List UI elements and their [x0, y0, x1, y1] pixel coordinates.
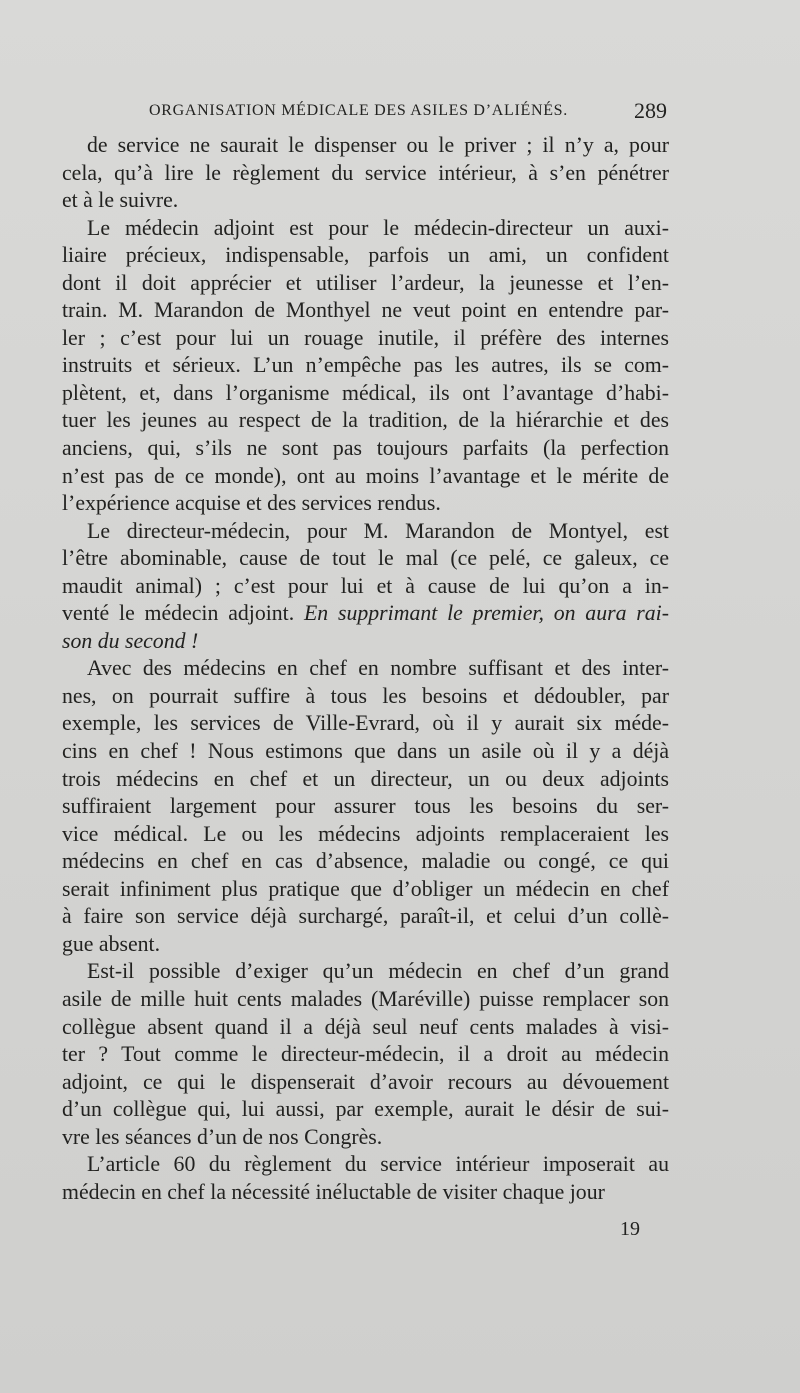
text-line-roman: serait infiniment plus pratique que d’obliger un médecin en chef	[62, 876, 669, 901]
running-title: ORGANISATION MÉDICALE DES ASILES D’ALIÉNÉS.	[149, 102, 568, 119]
text-line-roman: et à le suivre.	[62, 188, 179, 213]
text-line-roman: plètent, et, dans l’organisme médical, ils ont l’avantage d’habi-	[62, 380, 669, 405]
text-line	[62, 297, 669, 325]
text-line	[62, 793, 669, 821]
text-line	[62, 1179, 669, 1207]
text-line-roman: ter ? Tout comme le directeur-médecin, il a droit au médecin	[62, 1042, 669, 1067]
text-line-roman: instruits et sérieux. L’un n’empêche pas les autres, ils se com-	[62, 353, 669, 378]
text-line	[62, 738, 669, 766]
text-line-roman: médecins en chef en cas d’absence, maladie ou congé, ce qui	[62, 849, 669, 874]
text-line-roman: à faire son service déjà surchargé, paraît-il, et celui d’un collè-	[62, 904, 669, 929]
text-line-roman: nes, on pourrait suffire à tous les besoins et dédoubler, par	[62, 683, 669, 708]
text-line-roman: l’expérience acquise et des services rendus.	[62, 491, 441, 516]
text-line-roman: maudit animal) ; c’est pour lui et à cause de lui qu’on a in-	[62, 573, 669, 598]
text-line-roman: l’être abominable, cause de tout le mal (ce pelé, ce galeux, ce	[62, 546, 669, 571]
text-line-roman: vice médical. Le ou les médecins adjoints remplaceraient les	[62, 821, 669, 846]
text-line	[62, 1069, 669, 1097]
text-line	[62, 683, 669, 711]
text-line-roman: dont il doit apprécier et utiliser l’ardeur, la jeunesse et l’en-	[62, 270, 669, 295]
text-line-roman: collègue absent quand il a déjà seul neuf cents malades à visi-	[62, 1014, 669, 1039]
text-line-roman: vre les séances d’un de nos Congrès.	[62, 1124, 383, 1149]
text-line-italic: son du second !	[62, 628, 199, 653]
text-line-roman: Le médecin adjoint est pour le médecin-directeur un auxi-	[87, 215, 669, 240]
text-line-roman: cela, qu’à lire le règlement du service intérieur, à s’en pénétrer	[62, 160, 669, 185]
text-line	[62, 710, 669, 738]
text-line-roman: trois médecins en chef et un directeur, un ou deux adjoints	[62, 766, 669, 791]
text-line	[62, 958, 669, 986]
text-line	[62, 876, 669, 904]
text-line-roman: n’est pas de ce monde), ont au moins l’avantage et le mérite de	[62, 463, 669, 488]
text-line-roman: anciens, qui, s’ils ne sont pas toujours parfaits (la perfection	[62, 436, 669, 461]
text-line-roman: d’un collègue qui, lui aussi, par exemple, aurait le désir de sui-	[62, 1097, 669, 1122]
text-line	[62, 1096, 669, 1124]
text-line	[62, 132, 669, 160]
text-line	[62, 187, 669, 215]
text-line-roman: gue absent.	[62, 931, 161, 956]
text-line-roman: cins en chef ! Nous estimons que dans un asile où il y a déjà	[62, 739, 669, 764]
text-line-roman: liaire précieux, indispensable, parfois un ami, un confident	[62, 243, 669, 268]
text-line	[62, 1041, 669, 1069]
text-line-roman: venté le médecin adjoint.	[62, 601, 304, 626]
text-line	[62, 407, 669, 435]
text-line	[62, 270, 669, 298]
text-line	[62, 463, 669, 491]
text-line-italic: En supprimant le premier, on aura rai-	[303, 601, 669, 626]
text-line	[62, 986, 669, 1014]
text-line	[62, 160, 669, 188]
text-line	[62, 903, 669, 931]
text-line	[62, 1124, 669, 1152]
text-line	[62, 380, 669, 408]
text-line-roman: suffiraient largement pour assurer tous les besoins du ser-	[62, 794, 669, 819]
body-text	[62, 132, 669, 1206]
text-line-roman: asile de mille huit cents malades (Maréville) puisse remplacer son	[62, 986, 669, 1011]
text-line	[62, 628, 669, 656]
text-line	[62, 655, 669, 683]
text-line	[62, 545, 669, 573]
text-line-roman: Avec des médecins en chef en nombre suffisant et des inter-	[87, 656, 669, 681]
text-line	[62, 518, 669, 546]
text-line	[62, 848, 669, 876]
text-line	[62, 821, 669, 849]
text-line	[62, 1151, 669, 1179]
text-line	[62, 242, 669, 270]
signature-mark: 19	[620, 1218, 640, 1240]
text-line	[62, 1014, 669, 1042]
text-line-roman: train. M. Marandon de Monthyel ne veut point en entendre par-	[62, 298, 669, 323]
text-line-roman: Le directeur-médecin, pour M. Marandon de Montyel, est	[87, 518, 669, 543]
text-line-roman: exemple, les services de Ville-Evrard, où il y aurait six méde-	[62, 711, 669, 736]
text-line	[62, 325, 669, 353]
text-line	[62, 215, 669, 243]
page-number: 289	[634, 98, 667, 123]
text-line-roman: tuer les jeunes au respect de la tradition, de la hiérarchie et des	[62, 408, 669, 433]
text-line	[62, 490, 669, 518]
running-header	[62, 98, 667, 126]
text-line-roman: ler ; c’est pour lui un rouage inutile, il préfère des internes	[62, 325, 669, 350]
text-line-roman: adjoint, ce qui le dispenserait d’avoir recours au dévouement	[62, 1069, 669, 1094]
text-line-roman: de service ne saurait le dispenser ou le priver ; il n’y a, pour	[87, 133, 669, 157]
text-line	[62, 600, 669, 628]
text-line-roman: Est-il possible d’exiger qu’un médecin en chef d’un grand	[87, 959, 669, 984]
text-line-roman: médecin en chef la nécessité inéluctable de visiter chaque jour	[62, 1179, 605, 1204]
text-line	[62, 573, 669, 601]
text-line	[62, 352, 669, 380]
text-line-roman: L’article 60 du règlement du service intérieur imposerait au	[87, 1152, 669, 1177]
text-line	[62, 766, 669, 794]
text-line	[62, 435, 669, 463]
text-line	[62, 931, 669, 959]
